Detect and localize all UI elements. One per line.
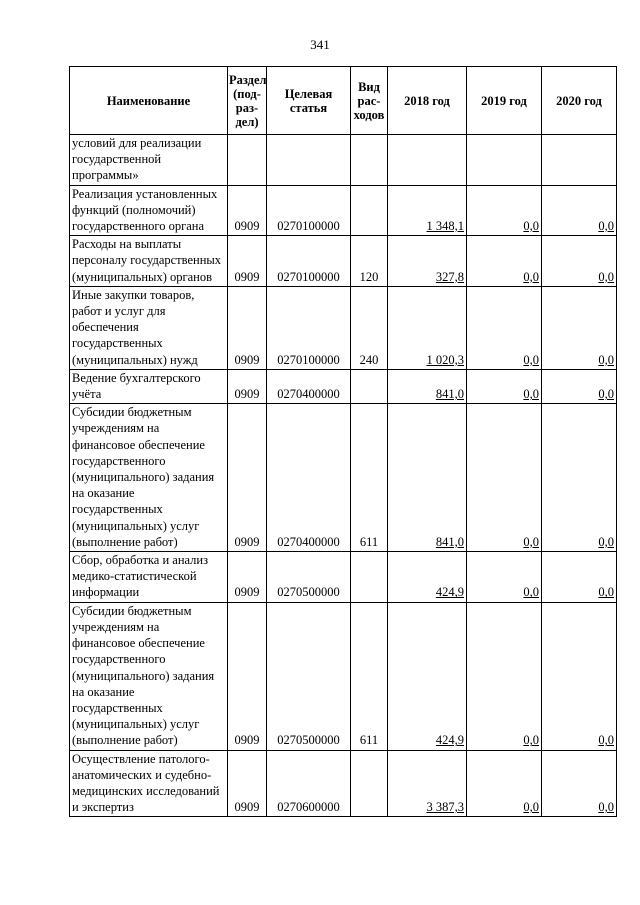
cell-2019 <box>467 135 542 186</box>
cell-2019: 0,0 <box>467 286 542 369</box>
cell-article: 0270500000 <box>267 602 351 750</box>
header-2018: 2018 год <box>388 67 467 135</box>
table-row <box>70 185 617 236</box>
cell-2020: 0,0 <box>542 369 617 403</box>
cell-expense-type <box>351 185 388 236</box>
page-number: 341 <box>310 37 330 52</box>
cell-2019: 0,0 <box>467 602 542 750</box>
cell-section: 0909 <box>228 602 267 750</box>
table-row <box>70 236 617 287</box>
header-section: Раздел (под-раз-дел) <box>228 67 267 135</box>
cell-2019: 0,0 <box>467 236 542 287</box>
cell-section: 0909 <box>228 369 267 403</box>
cell-2018: 3 387,3 <box>388 750 467 817</box>
cell-article <box>267 135 351 186</box>
cell-name: Субсидии бюджетным учреждениям на финансовое обеспечение государственного (муниципального) задания на оказание государственных (муниципальных) услуг (выполнение работ) <box>70 602 228 750</box>
cell-expense-type <box>351 552 388 603</box>
cell-2018: 1 348,1 <box>388 185 467 236</box>
cell-2018 <box>388 135 467 186</box>
table-row <box>70 404 617 552</box>
cell-article: 0270100000 <box>267 236 351 287</box>
cell-expense-type: 611 <box>351 404 388 552</box>
cell-2018: 424,9 <box>388 552 467 603</box>
cell-expense-type: 611 <box>351 602 388 750</box>
cell-name: Расходы на выплаты персоналу государственных (муниципальных) органов <box>70 236 228 287</box>
cell-2018: 841,0 <box>388 404 467 552</box>
header-2020: 2020 год <box>542 67 617 135</box>
header-2019: 2019 год <box>467 67 542 135</box>
cell-section: 0909 <box>228 404 267 552</box>
cell-2020: 0,0 <box>542 404 617 552</box>
table-row <box>70 750 617 817</box>
cell-2018: 1 020,3 <box>388 286 467 369</box>
table-row <box>70 552 617 603</box>
cell-expense-type <box>351 369 388 403</box>
cell-2019: 0,0 <box>467 552 542 603</box>
cell-section: 0909 <box>228 286 267 369</box>
table-row <box>70 602 617 750</box>
cell-name: Ведение бухгалтерского учёта <box>70 369 228 403</box>
cell-expense-type: 240 <box>351 286 388 369</box>
cell-2020: 0,0 <box>542 185 617 236</box>
cell-2018: 327,8 <box>388 236 467 287</box>
cell-article: 0270400000 <box>267 369 351 403</box>
header-expense-type: Вид рас-ходов <box>351 67 388 135</box>
cell-section <box>228 135 267 186</box>
cell-article: 0270600000 <box>267 750 351 817</box>
cell-article: 0270500000 <box>267 552 351 603</box>
cell-expense-type <box>351 750 388 817</box>
cell-2020: 0,0 <box>542 602 617 750</box>
cell-2018: 424,9 <box>388 602 467 750</box>
header-name: Наименование <box>70 67 228 135</box>
cell-expense-type <box>351 135 388 186</box>
cell-2019: 0,0 <box>467 404 542 552</box>
cell-2019: 0,0 <box>467 750 542 817</box>
cell-2018: 841,0 <box>388 369 467 403</box>
budget-table <box>69 66 617 817</box>
cell-name: Реализация установленных функций (полномочий) государственного органа <box>70 185 228 236</box>
header-article: Целевая статья <box>267 67 351 135</box>
cell-article: 0270100000 <box>267 185 351 236</box>
cell-2020: 0,0 <box>542 552 617 603</box>
table-row <box>70 286 617 369</box>
cell-section: 0909 <box>228 552 267 603</box>
cell-article: 0270400000 <box>267 404 351 552</box>
cell-name: Осуществление патолого-анатомических и судебно-медицинских исследований и экспертиз <box>70 750 228 817</box>
cell-section: 0909 <box>228 185 267 236</box>
cell-name: условий для реализации государственной программы» <box>70 135 228 186</box>
cell-section: 0909 <box>228 750 267 817</box>
cell-2020 <box>542 135 617 186</box>
cell-name: Субсидии бюджетным учреждениям на финансовое обеспечение государственного (муниципального) задания на оказание государственных (муниципальных) услуг (выполнение работ) <box>70 404 228 552</box>
cell-expense-type: 120 <box>351 236 388 287</box>
cell-section: 0909 <box>228 236 267 287</box>
cell-article: 0270100000 <box>267 286 351 369</box>
cell-2020: 0,0 <box>542 750 617 817</box>
cell-2019: 0,0 <box>467 369 542 403</box>
cell-name: Иные закупки товаров, работ и услуг для обеспечения государственных (муниципальных) нужд <box>70 286 228 369</box>
cell-name: Сбор, обработка и анализ медико-статистической информации <box>70 552 228 603</box>
table-row <box>70 369 617 403</box>
cell-2020: 0,0 <box>542 286 617 369</box>
cell-2020: 0,0 <box>542 236 617 287</box>
table-header-row <box>70 67 617 135</box>
table-row <box>70 135 617 186</box>
cell-2019: 0,0 <box>467 185 542 236</box>
